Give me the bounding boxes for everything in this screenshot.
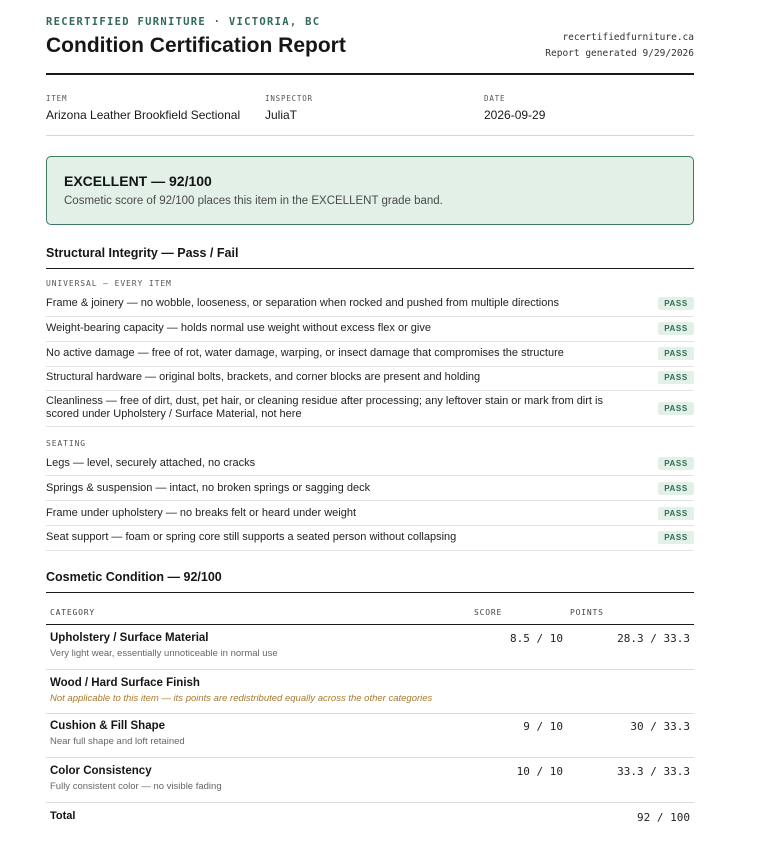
meta-item xyxy=(46,94,240,122)
meta-date xyxy=(484,94,545,122)
criterion-row xyxy=(46,342,694,367)
pass-badge: PASS xyxy=(658,371,694,384)
category-points: 28.3 / 33.3 xyxy=(617,632,690,645)
grade-description: Cosmetic score of 92/100 places this item in the EXCELLENT grade band. xyxy=(64,195,443,207)
item-label: ITEM xyxy=(46,94,68,103)
table-row xyxy=(46,714,694,758)
date-label: DATE xyxy=(484,94,506,103)
meta-divider xyxy=(46,135,694,136)
criterion-text: Frame & joinery — no wobble, looseness, or separation when rocked and pushed from multiple directions xyxy=(46,297,559,309)
category-points: 33.3 / 33.3 xyxy=(617,765,690,778)
criterion-row xyxy=(46,317,694,342)
criterion-text: Frame under upholstery — no breaks felt or heard under weight xyxy=(46,507,356,519)
criterion-row xyxy=(46,391,694,427)
category-header: CATEGORY xyxy=(50,608,95,617)
category-name: Wood / Hard Surface Finish xyxy=(50,677,200,689)
category-name: Upholstery / Surface Material xyxy=(50,632,209,644)
category-name: Cushion & Fill Shape xyxy=(50,720,166,732)
category-note: Fully consistent color — no visible fading xyxy=(50,781,222,792)
site-url[interactable]: recertifiedfurniture.ca xyxy=(562,32,694,43)
cosmetic-section-title: Cosmetic Condition — 92/100 xyxy=(46,570,222,584)
criterion-row xyxy=(46,476,694,501)
criterion-text: Seat support — foam or spring core still supports a seated person without collapsing xyxy=(46,531,457,543)
pass-badge: PASS xyxy=(658,297,694,310)
category-score: 8.5 / 10 xyxy=(510,632,563,645)
meta-inspector xyxy=(265,94,313,122)
inspector-label: INSPECTOR xyxy=(265,94,313,103)
table-row xyxy=(46,670,694,714)
criterion-row xyxy=(46,526,694,551)
item-value: Arizona Leather Brookfield Sectional xyxy=(46,108,241,122)
pass-badge: PASS xyxy=(658,402,694,415)
grade-title: EXCELLENT — 92/100 xyxy=(64,173,212,189)
criterion-row xyxy=(46,501,694,526)
total-label: Total xyxy=(50,810,76,822)
pass-badge: PASS xyxy=(658,347,694,360)
total-row xyxy=(46,803,694,831)
category-note: Very light wear, essentially unnoticeable in normal use xyxy=(50,648,278,659)
criterion-text: Legs — level, securely attached, no cracks xyxy=(46,457,256,469)
pass-badge: PASS xyxy=(658,482,694,495)
category-note: Not applicable to this item — its points are redistributed equally across the other categories xyxy=(50,693,433,704)
table-row xyxy=(46,625,694,670)
inspector-value: JuliaT xyxy=(265,108,298,122)
criterion-text: No active damage — free of rot, water damage, warping, or insect damage that compromises the structure xyxy=(46,347,564,359)
criterion-text: Springs & suspension — intact, no broken springs or sagging deck xyxy=(46,482,371,494)
report-generated-date: Report generated 9/29/2026 xyxy=(545,48,694,59)
criterion-text: Cleanliness — free of dirt, dust, pet hair, or cleaning residue after processing; any leftover stain or mark from dirt is scored under Upholstery / Surface Material, not here xyxy=(46,395,603,420)
category-name: Color Consistency xyxy=(50,765,152,777)
points-header: POINTS xyxy=(570,608,604,617)
criterion-text: Weight-bearing capacity — holds normal use weight without excess flex or give xyxy=(46,322,431,334)
brand-line: RECERTIFIED FURNITURE · VICTORIA, BC xyxy=(46,16,321,28)
total-value: 92 / 100 xyxy=(637,811,690,824)
pass-badge: PASS xyxy=(658,457,694,470)
page-title: Condition Certification Report xyxy=(46,34,346,57)
structural-section-title: Structural Integrity — Pass / Fail xyxy=(46,246,239,260)
table-row xyxy=(46,758,694,803)
category-note: Near full shape and loft retained xyxy=(50,736,185,747)
structural-divider xyxy=(46,268,694,269)
header-divider xyxy=(46,73,694,75)
criterion-row xyxy=(46,366,694,391)
category-points: 30 / 33.3 xyxy=(630,720,690,733)
seating-label: SEATING xyxy=(46,439,87,448)
category-score: 9 / 10 xyxy=(523,720,563,733)
grade-banner xyxy=(46,156,694,225)
category-score: 10 / 10 xyxy=(516,765,563,778)
universal-label: UNIVERSAL — EVERY ITEM xyxy=(46,279,172,288)
pass-badge: PASS xyxy=(658,507,694,520)
pass-badge: PASS xyxy=(658,322,694,335)
date-value: 2026-09-29 xyxy=(484,108,546,122)
pass-badge: PASS xyxy=(658,531,694,544)
cosmetic-divider xyxy=(46,592,694,593)
criterion-row xyxy=(46,451,694,476)
score-header: SCORE xyxy=(474,608,503,617)
criterion-text: Structural hardware — original bolts, brackets, and corner blocks are present and holding xyxy=(46,371,481,383)
criterion-row xyxy=(46,292,694,317)
